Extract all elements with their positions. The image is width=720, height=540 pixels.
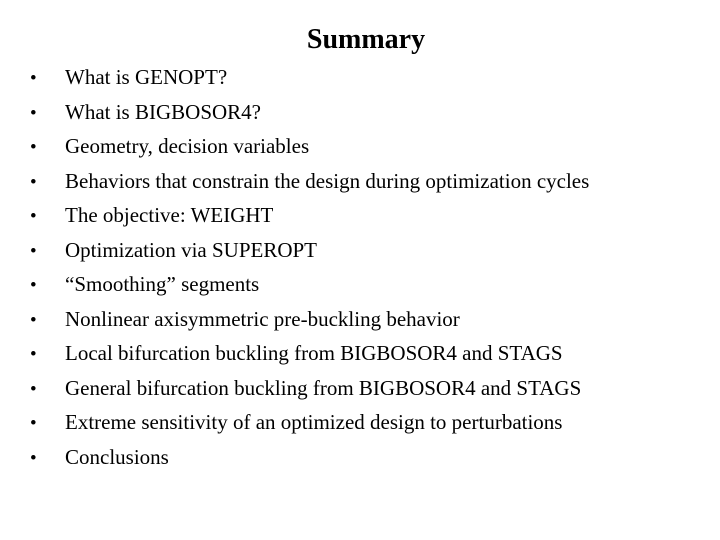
list-item-text: Behaviors that constrain the design during optimization cycles [65, 168, 590, 193]
list-item-text: Extreme sensitivity of an optimized design to perturbations [65, 410, 563, 434]
list-item-text: Local bifurcation buckling from BIGBOSOR4 and STAGS [65, 341, 563, 365]
list-item-text: General bifurcation buckling from BIGBOSOR4 and STAGS [65, 375, 582, 400]
list-item [30, 405, 710, 440]
list-item [30, 371, 710, 406]
list-item-text: The objective: WEIGHT [65, 203, 274, 227]
bullet-list [30, 60, 710, 474]
list-item-text: Conclusions [65, 444, 169, 469]
bullet-icon: • [30, 309, 37, 331]
bullet-icon: • [30, 413, 37, 434]
list-item [30, 302, 710, 337]
list-item-text: Nonlinear axisymmetric pre-buckling behavior [65, 306, 460, 331]
bullet-icon: • [30, 68, 37, 89]
list-item-text: Optimization via SUPEROPT [65, 237, 317, 262]
list-item [30, 198, 710, 233]
bullet-icon: • [30, 137, 37, 158]
list-item [30, 60, 710, 95]
list-item [30, 336, 710, 371]
list-item-text: What is BIGBOSOR4? [65, 99, 261, 124]
slide-title: Summary [306, 24, 426, 55]
bullet-icon: • [30, 378, 37, 400]
bullet-icon: • [30, 447, 37, 469]
list-item [30, 440, 710, 475]
list-item [30, 233, 710, 268]
list-item [30, 95, 710, 130]
bullet-icon: • [30, 171, 37, 193]
bullet-icon: • [30, 240, 37, 262]
bullet-icon: • [30, 102, 37, 124]
list-item-text: Geometry, decision variables [65, 134, 310, 158]
bullet-icon: • [30, 344, 37, 365]
list-item-text: What is GENOPT? [65, 65, 228, 89]
list-item-text: “Smoothing” segments [65, 272, 260, 296]
list-item [30, 129, 710, 164]
bullet-icon: • [30, 275, 37, 296]
bullet-icon: • [30, 206, 37, 227]
list-item [30, 267, 710, 302]
list-item [30, 164, 710, 199]
